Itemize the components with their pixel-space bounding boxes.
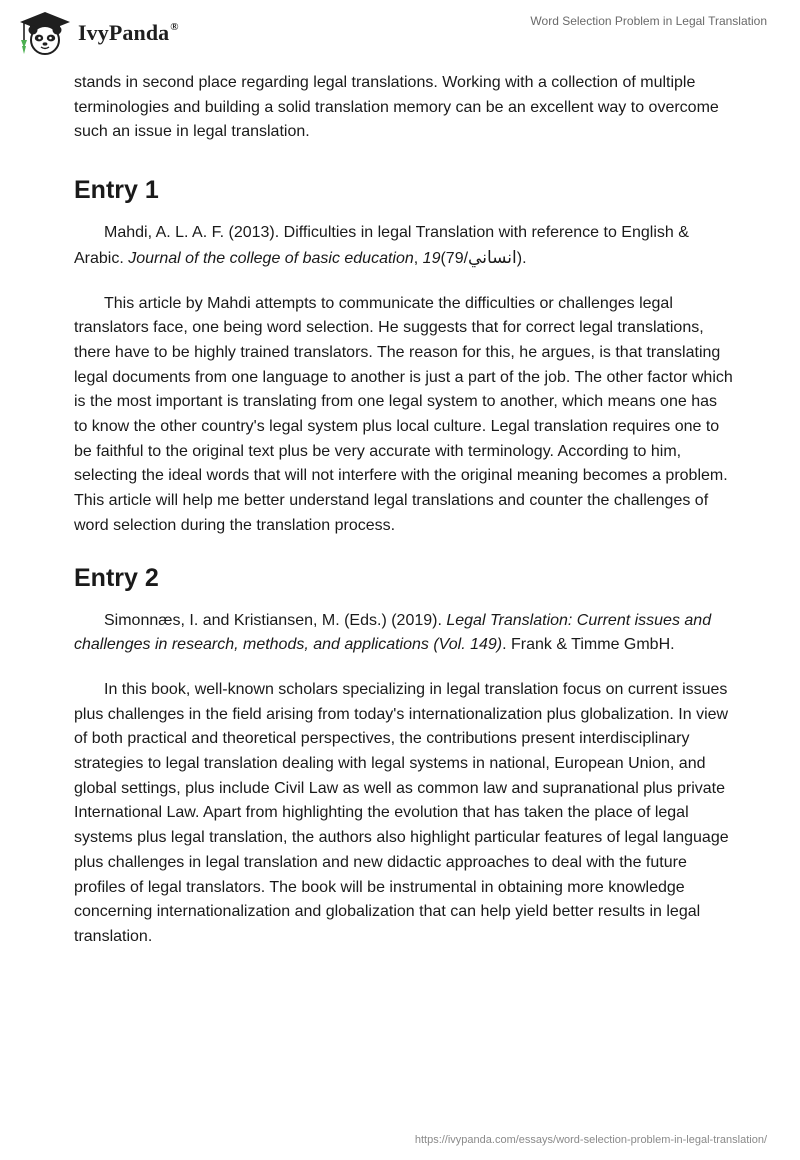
entry-1-reference: Mahdi, A. L. A. F. (2013). Difficulties in legal Translation with reference to English & Arabic. Journal of the college of basic education, 19(79/انساني). (74, 224, 689, 268)
entry-2-reference: Simonnæs, I. and Kristiansen, M. (Eds.) (2019). Legal Translation: Current issues and challenges in research, methods, and applications (Vol. 149). Frank & Timme GmbH. (74, 611, 712, 654)
entry-2-heading: Entry 2 (74, 563, 159, 592)
document-title: Word Selection Problem in Legal Translation (530, 14, 767, 28)
entry-2-summary: In this book, well-known scholars specializing in legal translation focus on current issues plus challenges in the field arising from today's internationalization plus globalization. In view of both practical and theoretical perspectives, the contributions present interdisciplinary strategies to legal translation dealing with legal systems in national, European Union, and global settings, plus include Civil Law as well as common law and supranational plus private International Law. Apart from highlighting the evolution that has taken the place of legal systems plus legal translation, the authors also highlight particular features of legal language plus challenges in legal translation and new didactic approaches to deal with the future profiles of legal translators. The book will be instrumental in obtaining more knowledge concerning internationalization and globalization that can help yield better results in legal translation. (74, 680, 729, 945)
page-header (0, 0, 800, 70)
entry-1-summary: This article by Mahdi attempts to communicate the difficulties or challenges legal translators face, one being word selection. He suggests that for correct legal translations, there have to be highly trained translators. The reason for this, he argues, is that translating legal documents from one language to another is just a part of the job. The other factor which is the most important is translating from one legal system to another, which means one has to know the other country's legal system plus local culture. Legal translation requires one to be faithful to the original text plus be very accurate with terminology. According to him, selecting the ideal words that will not interfere with the original meaning becomes a problem. This article will help me better understand legal translations and counter the challenges of word selection during the translation process. (74, 294, 733, 534)
entry-1-heading: Entry 1 (74, 176, 159, 205)
brand-name: IvyPanda® (78, 20, 179, 45)
intro-paragraph: stands in second place regarding legal translations. Working with a collection of multiple terminologies and building a solid translation memory can be an excellent way to overcome such an issue in legal translation. (74, 74, 719, 141)
source-url[interactable]: https://ivypanda.com/essays/word-selection-problem-in-legal-translation/ (414, 1134, 767, 1146)
ivypanda-logo[interactable] (16, 8, 179, 58)
panda-graduate-icon (16, 8, 74, 58)
essay-body (74, 71, 734, 950)
